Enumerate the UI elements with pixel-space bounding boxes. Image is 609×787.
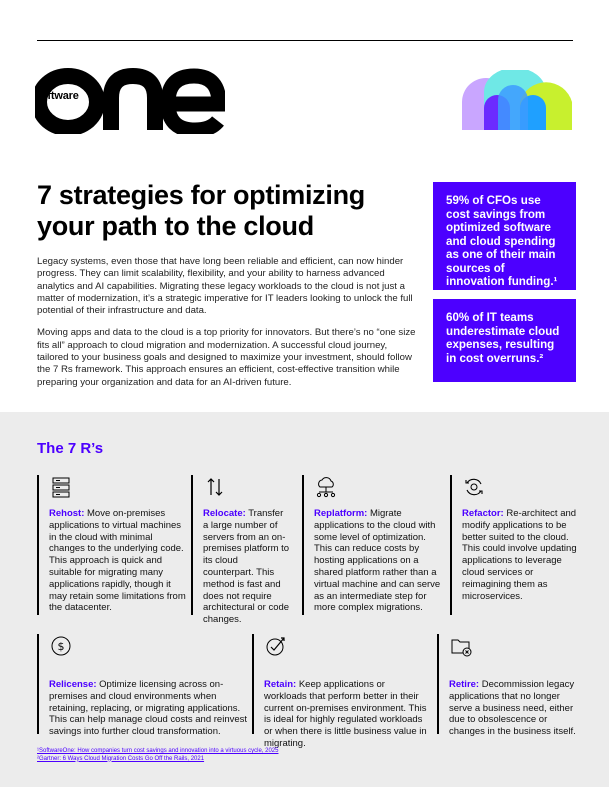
page-title: 7 strategies for optimizing your path to the cloud <box>37 180 365 241</box>
refresh-gear-icon <box>462 475 486 499</box>
cloud-network-icon <box>314 475 338 499</box>
cloud-graphic <box>458 70 574 130</box>
strategy-name: Rehost: <box>49 508 85 519</box>
card-divider <box>450 475 452 615</box>
strategy-name: Retain: <box>264 679 297 690</box>
strategy-card-relicense <box>37 634 248 738</box>
intro-paragraph-2: Moving apps and data to the cloud is a top priority for innovators. But there’s no “one size fits all” approach to cloud migration and modernization. A successful cloud journey, tailored to your business goals and designed to maximize your investment, should follow the 7 Rs framework. This approach ensures an efficient, cost-effective transition while preparing your organization and data for an AI-driven future. <box>37 327 416 388</box>
stat-box-it-teams: 60% of IT teams underestimate cloud expenses, resulting in cost overruns.² <box>433 299 576 382</box>
strategy-name: Replatform: <box>314 508 368 519</box>
card-divider <box>37 634 39 734</box>
target-check-icon <box>264 634 288 658</box>
card-divider <box>191 475 193 615</box>
strategy-name: Retire: <box>449 679 480 690</box>
strategy-name: Relocate: <box>203 508 246 519</box>
server-stack-icon <box>49 475 73 499</box>
strategy-card-relocate <box>191 475 291 626</box>
strategy-desc: Migrate applications to the cloud with some level of optimization. This can reduce costs by hosting applications on a shared platform rather than a virtual machine and can serve as an intermediate step for more complex migrations. <box>314 508 441 614</box>
card-divider <box>252 634 254 734</box>
strategy-card-replatform <box>302 475 442 615</box>
card-divider <box>437 634 439 734</box>
strategy-desc: Optimize licensing across on-premises and cloud environments when retaining, replacing, or migrating applications. This can help manage cloud costs and reinvest savings into further cloud transformation. <box>49 679 248 738</box>
card-divider <box>302 475 304 615</box>
strategy-name: Refactor: <box>462 508 504 519</box>
intro-text <box>37 256 417 399</box>
footnotes <box>37 748 278 763</box>
strategy-desc: Re-architect and modify applications to be better suited to the cloud. This could involve updating applications to leverage cloud services or reimagining them as microservices. <box>462 508 577 602</box>
footnote-link-2[interactable]: ²Gartner: 6 Ways Cloud Migration Costs Go Off the Rails, 2021 <box>37 755 205 762</box>
intro-paragraph-1: Legacy systems, even those that have long been reliable and efficient, can now hinder progress. They can limit scalability, flexibility, and your ability to harness advanced analytics and AI capabilities. Migrating these legacy workloads to the cloud is not just a matter of modernization, it’s a strategic imperative for IT leaders looking to unlock the full potential of their infrastructure and data. <box>37 256 413 317</box>
card-divider <box>37 475 39 615</box>
strategy-name: Relicense: <box>49 679 97 690</box>
strategy-card-rehost <box>37 475 185 615</box>
transfer-arrows-icon <box>203 475 227 499</box>
svg-text:$: $ <box>57 640 65 653</box>
strategy-desc: Move on-premises applications to virtual machines in the cloud with minimal changes to the underlying code. This approach is quick and suitable for migrating many applications rapidly, though it may retain some limitations from the datacenter. <box>49 508 186 614</box>
dollar-circle-icon <box>49 634 73 658</box>
folder-remove-icon <box>449 634 473 658</box>
top-rule <box>37 40 573 41</box>
logo-small-word: software <box>35 90 79 102</box>
section-title: The 7 R’s <box>37 440 104 457</box>
softwareone-logo <box>35 64 225 134</box>
strategy-card-retain <box>252 634 430 749</box>
stat-box-cfo: 59% of CFOs use cost savings from optimized software and cloud spending as one of their main sources of innovation funding.¹ <box>433 182 576 290</box>
strategy-desc: Transfer a large number of servers from an on-premises platform to its cloud counterpart. This method is fast and does not require architectural or code changes. <box>203 508 290 626</box>
footnote-link-1[interactable]: ¹SoftwareOne: How companies turn cost savings and innovation into a virtuous cycle, 2025 <box>37 748 279 754</box>
strategy-card-retire <box>437 634 576 738</box>
strategy-card-refactor <box>450 475 575 615</box>
strategy-desc: Keep applications or workloads that perform better in their current on-premises environment. This is ideal for highly regulated workloads or when there is little business value in migrating. <box>264 679 427 749</box>
strategy-desc: Decommission legacy applications that no longer serve a business need, either due to obsolescence or changes in the business itself. <box>449 679 576 738</box>
